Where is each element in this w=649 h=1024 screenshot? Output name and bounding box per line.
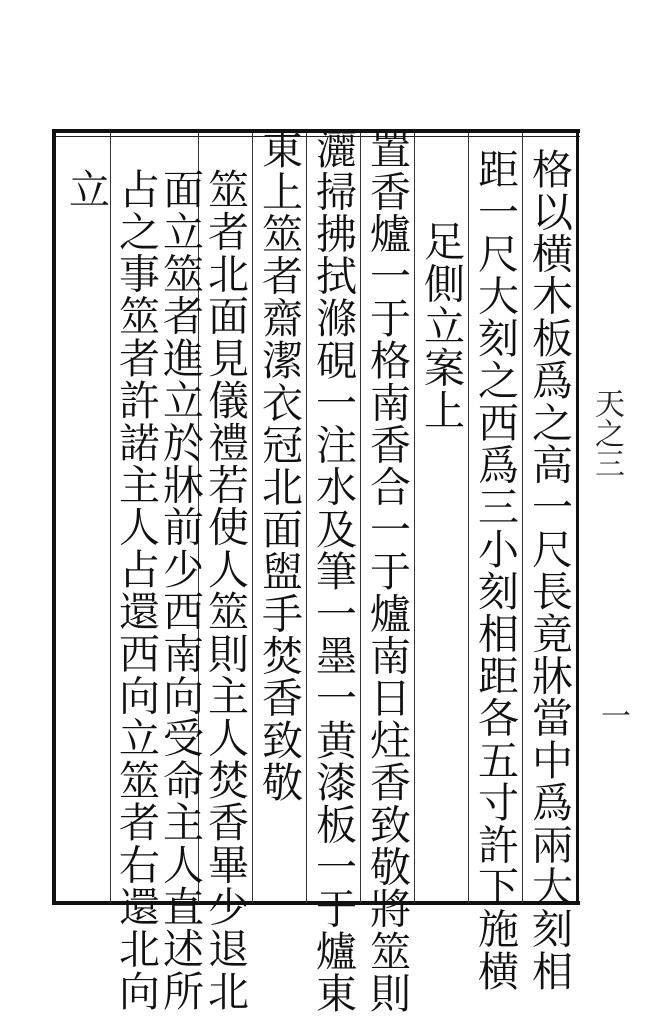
text-column-6: 東上筮者齋潔衣冠北面盥手焚香致敬 [255, 128, 303, 804]
column-rule [468, 133, 469, 903]
text-column-4: 置香爐一于格南香合一于爐南日炷香致敬將筮則 [363, 128, 411, 1015]
column-rule [360, 133, 361, 903]
text-column-3: 足側立案上 [417, 220, 465, 431]
column-rule [252, 133, 253, 903]
text-column-9: 占之事筮者許諾主人占還西向立筮者右還北向 [112, 168, 160, 1012]
text-column-1: 格以横木板爲之高一尺長竟牀當中爲兩大刻相 [525, 148, 573, 992]
column-rule [110, 133, 111, 903]
column-rule [522, 133, 523, 903]
text-column-5: 灑掃拂拭滌硯一注水及筆一墨一黄漆板一于爐東 [309, 128, 357, 1015]
text-column-8: 面立筮者進立於牀前少西南向受命主人直述所 [156, 168, 204, 1012]
column-rule [306, 133, 307, 903]
column-rule [414, 133, 415, 903]
frame-right-border [576, 129, 579, 905]
margin-heading: 天之三 [589, 388, 624, 478]
text-column-2: 距一尺大刻之西爲三小刻相距各五寸許下施横 [471, 148, 519, 992]
margin-page-number: 一 [595, 700, 630, 730]
text-column-10: 立 [62, 168, 110, 211]
frame-left-border [52, 129, 56, 905]
text-column-7: 筮者北面見儀禮若使人筮則主人焚香畢少退北 [201, 168, 249, 1012]
